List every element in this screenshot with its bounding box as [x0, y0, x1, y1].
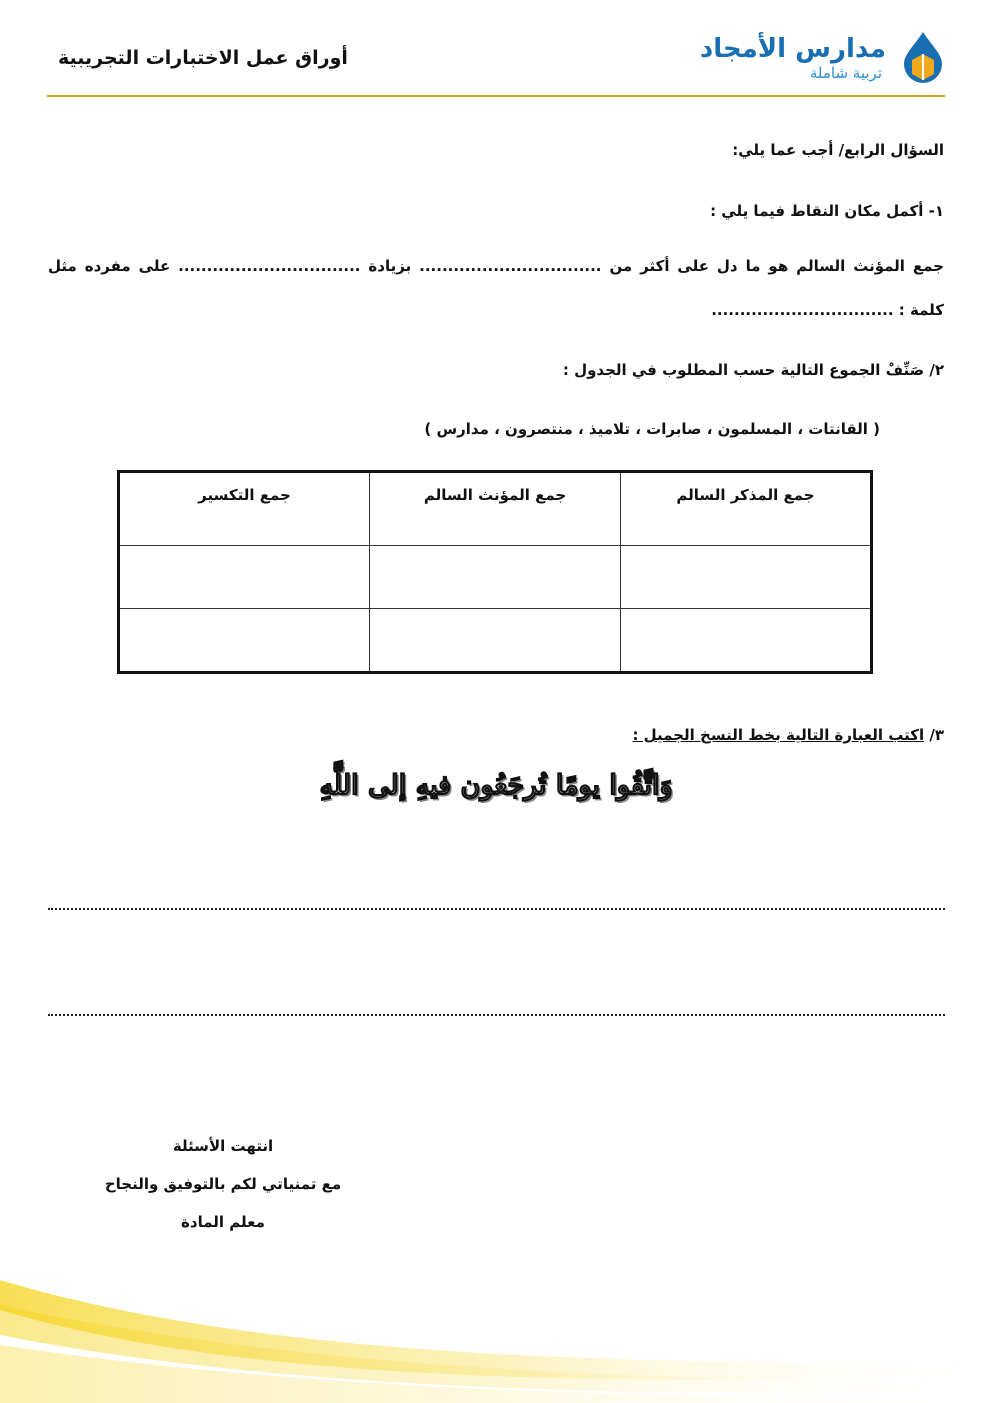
- answer-cell[interactable]: [119, 609, 370, 673]
- part3-title: [632, 726, 944, 744]
- worksheet-title: أوراق عمل الاختبارات التجريبية: [58, 47, 348, 69]
- writing-line[interactable]: [48, 908, 945, 910]
- answer-cell[interactable]: [370, 546, 621, 609]
- fill-in-sentence-continued: كلمة : ................................: [711, 301, 944, 319]
- header-masculine-plural: جمع المذكر السالم: [621, 472, 872, 546]
- part3-instruction: اكتب العبارة التالية بخط النسخ الجميل :: [632, 726, 925, 744]
- header-divider: [47, 95, 945, 97]
- part1-title: ١- أكمل مكان النقاط فيما يلي :: [710, 202, 944, 220]
- header-broken-plural: جمع التكسير: [119, 472, 370, 546]
- table-row: [119, 546, 872, 609]
- teacher-signature: معلم المادة: [181, 1213, 265, 1231]
- quran-verse: وَاتَّقُوا يومًا تُرجَعُون فيهِ إلى اللَّهِ: [319, 770, 673, 801]
- word-list: ( القانتات ، المسلمون ، صابرات ، تلاميذ ، منتصرون ، مدارس ): [424, 420, 880, 438]
- school-logo: [688, 30, 948, 86]
- good-wishes: مع تمنياتي لكم بالتوفيق والنجاح: [104, 1175, 342, 1193]
- writing-line[interactable]: [48, 1014, 945, 1016]
- part2-title: ٢/ صَنِّفْ الجموع التالية حسب المطلوب في الجدول :: [562, 361, 944, 379]
- fill-in-sentence: جمع المؤنث السالم هو ما دل على أكثر من ................................ بزيادة ................................ على مفرده مثل: [48, 257, 944, 275]
- answer-cell[interactable]: [621, 609, 872, 673]
- header-feminine-plural: جمع المؤنث السالم: [370, 472, 621, 546]
- school-logo-icon: [898, 30, 948, 84]
- decorative-swoosh: [0, 1250, 992, 1403]
- classification-table: [117, 470, 873, 674]
- table-row: [119, 609, 872, 673]
- answer-cell[interactable]: [119, 546, 370, 609]
- school-tagline: تربية شاملة: [809, 64, 882, 82]
- table-header-row: [119, 472, 872, 546]
- answer-cell[interactable]: [621, 546, 872, 609]
- end-of-questions: انتهت الأسئلة: [172, 1137, 274, 1155]
- school-name: مدارس الأمجاد: [699, 34, 886, 64]
- answer-cell[interactable]: [370, 609, 621, 673]
- question-title: السؤال الرابع/ أجب عما يلي:: [732, 141, 944, 159]
- part3-number: ٣/: [924, 726, 944, 744]
